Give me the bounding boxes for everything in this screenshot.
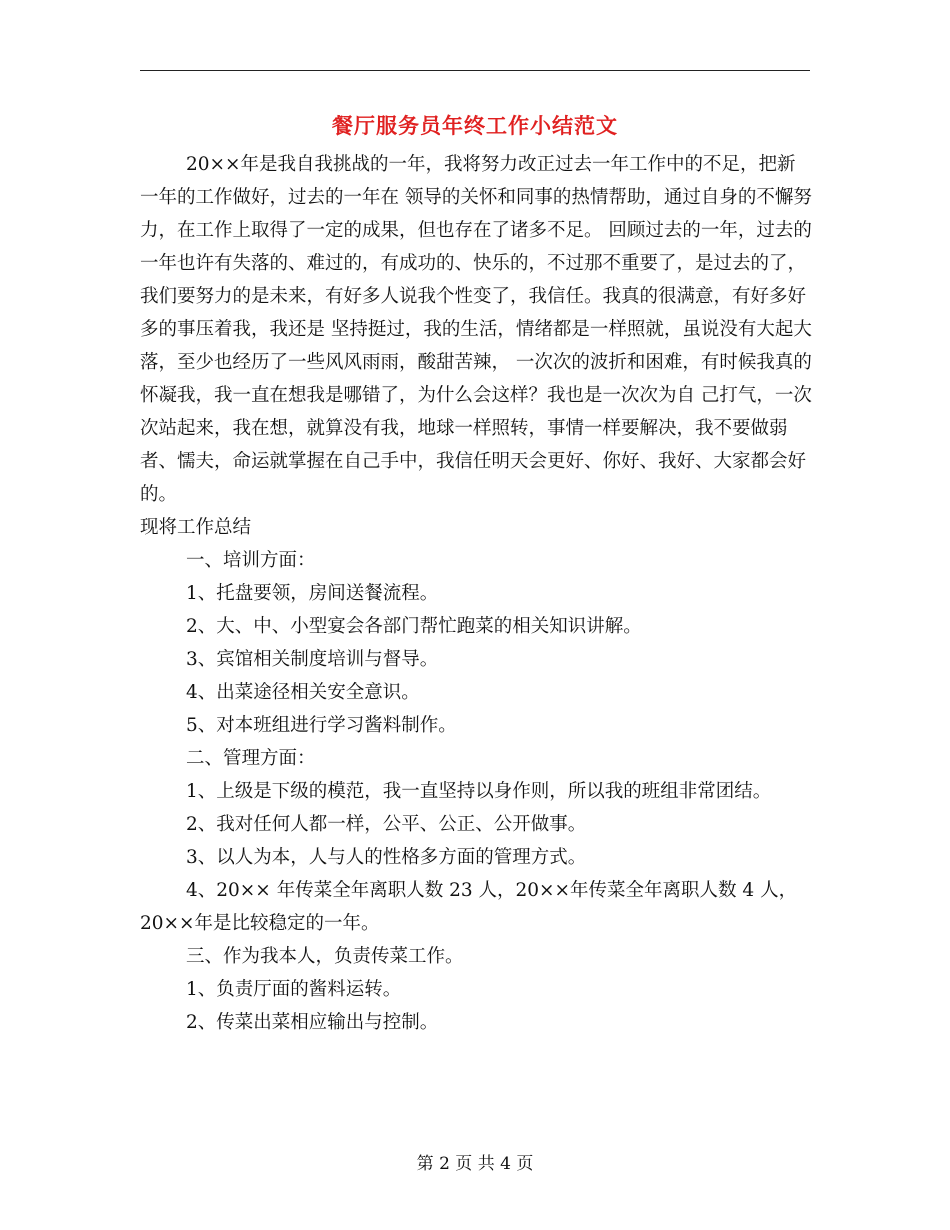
summary-lead: 现将工作总结 bbox=[140, 517, 252, 538]
page-number: 第 2 页 共 4 页 bbox=[416, 1154, 534, 1174]
list-item: 1、上级是下级的模范，我一直坚持以身作则，所以我的班组非常团结。 bbox=[186, 781, 772, 802]
list-item: 4、出菜途径相关安全意识。 bbox=[186, 682, 420, 703]
document-title: 餐厅服务员年终工作小结范文 bbox=[332, 113, 618, 138]
list-item: 4、20×× 年传菜全年离职人数 23 人，20××年传菜全年离职人数 4 人， 20××年是比较稳定的一年。 bbox=[140, 880, 798, 934]
list-item: 1、托盘要领，房间送餐流程。 bbox=[186, 583, 439, 604]
intro-paragraph: 20××年是我自我挑战的一年，我将努力改正过去一年工作中的不足，把新一年的工作做好，过去的一年在 领导的关怀和同事的热情帮助，通过自身的不懈努力，在工作上取得了一定的成果，但也存在了诸多不足。 回顾过去的一年，过去的一年也许有失落的、难过的，有成功的、快乐的，不过那不重要了，是过去的了， 我们要努力的是未来，有好多人说我个性变了，我信任。我真的很满意，有好多好多的事压着我，我还是 坚持挺过，我的生活，情绪都是一样照就，虽说没有大起大落，至少也经历了一些风风雨雨，酸甜苦辣， 一次次的波折和困难，有时候我真的怀凝我，我一直在想我是哪错了，为什么会这样？我也是一次次为自 己打气，一次次站起来，我在想，就算没有我，地球一样照转，事情一样要解决，我不要做弱者、懦夫，命运就掌握在自己手中，我信任明天会更好、你好、我好、大家都会好的。 bbox=[140, 154, 812, 505]
section-heading-management: 二、管理方面： bbox=[186, 748, 316, 769]
section-heading-personal: 三、作为我本人，负责传菜工作。 bbox=[186, 946, 464, 967]
list-item: 3、以人为本，人与人的性格多方面的管理方式。 bbox=[186, 847, 587, 868]
list-item: 2、大、中、小型宴会各部门帮忙跑菜的相关知识讲解。 bbox=[186, 616, 642, 637]
section-heading-training: 一、培训方面： bbox=[186, 550, 316, 571]
list-item: 1、负责厅面的酱料运转。 bbox=[186, 979, 402, 1000]
list-item: 5、对本班组进行学习酱料制作。 bbox=[186, 715, 457, 736]
list-item: 3、宾馆相关制度培训与督导。 bbox=[186, 649, 439, 670]
header-rule bbox=[140, 70, 810, 71]
list-item: 2、传菜出菜相应输出与控制。 bbox=[186, 1012, 439, 1033]
document-body bbox=[140, 148, 812, 1039]
list-item: 2、我对任何人都一样，公平、公正、公开做事。 bbox=[186, 814, 587, 835]
